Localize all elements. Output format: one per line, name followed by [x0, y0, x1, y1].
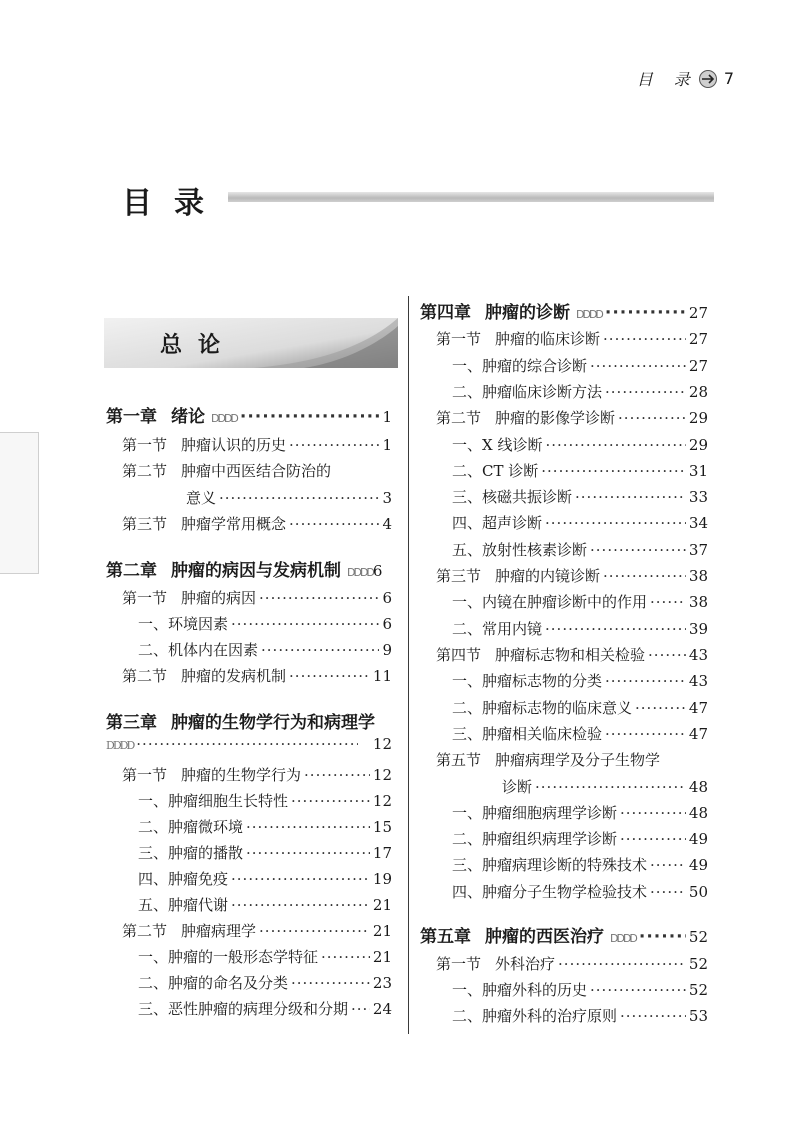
toc-section[interactable]: 第一节 肿瘤认识的历史 ····· 1 — [122, 434, 392, 455]
page-title: 目录 — [122, 186, 226, 221]
toc-section[interactable]: 第四节 肿瘤标志物和相关检验 ····· 43 — [436, 644, 708, 665]
toc-section[interactable]: 第二节 肿瘤中西医结合防治的 — [122, 462, 332, 480]
toc-section[interactable]: 第二节 肿瘤病理学 ····· 21 — [122, 920, 392, 941]
general-banner — [104, 318, 398, 368]
page-number: 7 — [723, 69, 734, 88]
chapter-arrows-icon: DDDD — [106, 739, 134, 752]
toc-section[interactable]: 第五节 肿瘤病理学及分子生物学 — [436, 751, 661, 769]
toc-section[interactable]: 第一节 肿瘤的生物学行为 ····· 12 — [122, 764, 392, 785]
toc-subsection[interactable]: 一、肿瘤外科的历史 ····· 52 — [452, 979, 708, 1000]
chapter-arrows-icon: DDDD — [347, 566, 373, 579]
toc-subsection[interactable]: 二、肿瘤微环境 ····· 15 — [138, 816, 392, 837]
toc-subsection[interactable]: 一、肿瘤细胞生长特性 ····· 12 — [138, 790, 392, 811]
toc-subsection[interactable]: 二、肿瘤的命名及分类 ····· 23 — [138, 972, 392, 993]
toc-subsection[interactable]: 二、CT 诊断 ····· 31 — [452, 460, 708, 481]
toc-subsection[interactable]: 四、超声诊断 ····· 34 — [452, 512, 708, 533]
arrow-right-icon — [698, 69, 718, 89]
toc-subsection[interactable]: 一、肿瘤的综合诊断 ····· 27 — [452, 355, 708, 376]
toc-subsection[interactable]: 三、核磁共振诊断 ····· 33 — [452, 486, 708, 507]
edge-tab — [0, 432, 39, 574]
column-divider — [408, 296, 409, 1034]
toc-subsection[interactable]: 二、肿瘤临床诊断方法 ····· 28 — [452, 381, 708, 402]
toc-section[interactable]: 第一节 外科治疗 ····· 52 — [436, 953, 708, 974]
toc-section-continued[interactable]: 意义 ····· 3 — [186, 487, 392, 508]
toc-subsection[interactable]: 二、机体内在因素 ····· 9 — [138, 639, 392, 660]
header-title: 目 录 — [636, 70, 698, 89]
general-label: 总论 — [160, 333, 237, 358]
toc-subsection[interactable]: 五、放射性核素诊断 ····· 37 — [452, 539, 708, 560]
toc-chapter-5[interactable]: 第五章 肿瘤的西医治疗 DDDD ····· 52 — [420, 922, 708, 947]
toc-subsection[interactable]: 一、肿瘤标志物的分类 ····· 43 — [452, 670, 708, 691]
toc-section[interactable]: 第二节 肿瘤的影像学诊断 ····· 29 — [436, 407, 708, 428]
chapter-arrows-icon: DDDD — [211, 412, 237, 425]
toc-chapter-1[interactable]: 第一章 绪论 DDDD ····· 1 — [106, 402, 392, 427]
toc-chapter-3[interactable]: 第三章 肿瘤的生物学行为和病理学 — [106, 713, 375, 733]
toc-section-continued[interactable]: 诊断 ····· 48 — [502, 776, 708, 797]
title-rule — [228, 192, 714, 202]
toc-subsection[interactable]: 三、肿瘤的播散 ····· 17 — [138, 842, 392, 863]
toc-subsection[interactable]: 五、肿瘤代谢 ····· 21 — [138, 894, 392, 915]
toc-section[interactable]: 第一节 肿瘤的临床诊断 ····· 27 — [436, 328, 708, 349]
toc-subsection[interactable]: 一、肿瘤的一般形态学特征 ····· 21 — [138, 946, 392, 967]
toc-section[interactable]: 第三节 肿瘤学常用概念 ····· 4 — [122, 513, 392, 534]
toc-chapter-4[interactable]: 第四章 肿瘤的诊断 DDDD ····· 27 — [420, 298, 708, 323]
toc-subsection[interactable]: 二、常用内镜 ····· 39 — [452, 618, 708, 639]
toc-section[interactable]: 第三节 肿瘤的内镜诊断 ····· 38 — [436, 565, 708, 586]
toc-subsection[interactable]: 一、肿瘤细胞病理学诊断 ····· 48 — [452, 802, 708, 823]
toc-subsection[interactable]: 三、肿瘤相关临床检验 ····· 47 — [452, 723, 708, 744]
toc-subsection[interactable]: 四、肿瘤分子生物学检验技术 ····· 50 — [452, 881, 708, 902]
toc-section[interactable]: 第一节 肿瘤的病因 ····· 6 — [122, 587, 392, 608]
toc-subsection[interactable]: 二、肿瘤外科的治疗原则 ····· 53 — [452, 1005, 708, 1026]
toc-subsection[interactable]: 二、肿瘤标志物的临床意义 ····· 47 — [452, 697, 708, 718]
running-header — [637, 67, 734, 90]
chapter-arrows-icon: DDDD — [610, 932, 636, 945]
toc-subsection[interactable]: 一、内镜在肿瘤诊断中的作用 ····· 38 — [452, 591, 708, 612]
toc-chapter-3-continued[interactable]: DDDD ····· 12 — [106, 735, 392, 753]
toc-subsection[interactable]: 四、肿瘤免疫 ····· 19 — [138, 868, 392, 889]
toc-chapter-2[interactable]: 第二章 肿瘤的病因与发病机制 DDDD 6 — [106, 561, 383, 581]
toc-subsection[interactable]: 三、肿瘤病理诊断的特殊技术 ····· 49 — [452, 854, 708, 875]
toc-subsection[interactable]: 二、肿瘤组织病理学诊断 ····· 49 — [452, 828, 708, 849]
toc-subsection[interactable]: 一、X 线诊断 ····· 29 — [452, 434, 708, 455]
chapter-arrows-icon: DDDD — [576, 308, 602, 321]
toc-subsection[interactable]: 一、环境因素 ····· 6 — [138, 613, 392, 634]
toc-section[interactable]: 第二节 肿瘤的发病机制 ····· 11 — [122, 665, 392, 686]
toc-subsection[interactable]: 三、恶性肿瘤的病理分级和分期 ····· 24 — [138, 998, 392, 1019]
